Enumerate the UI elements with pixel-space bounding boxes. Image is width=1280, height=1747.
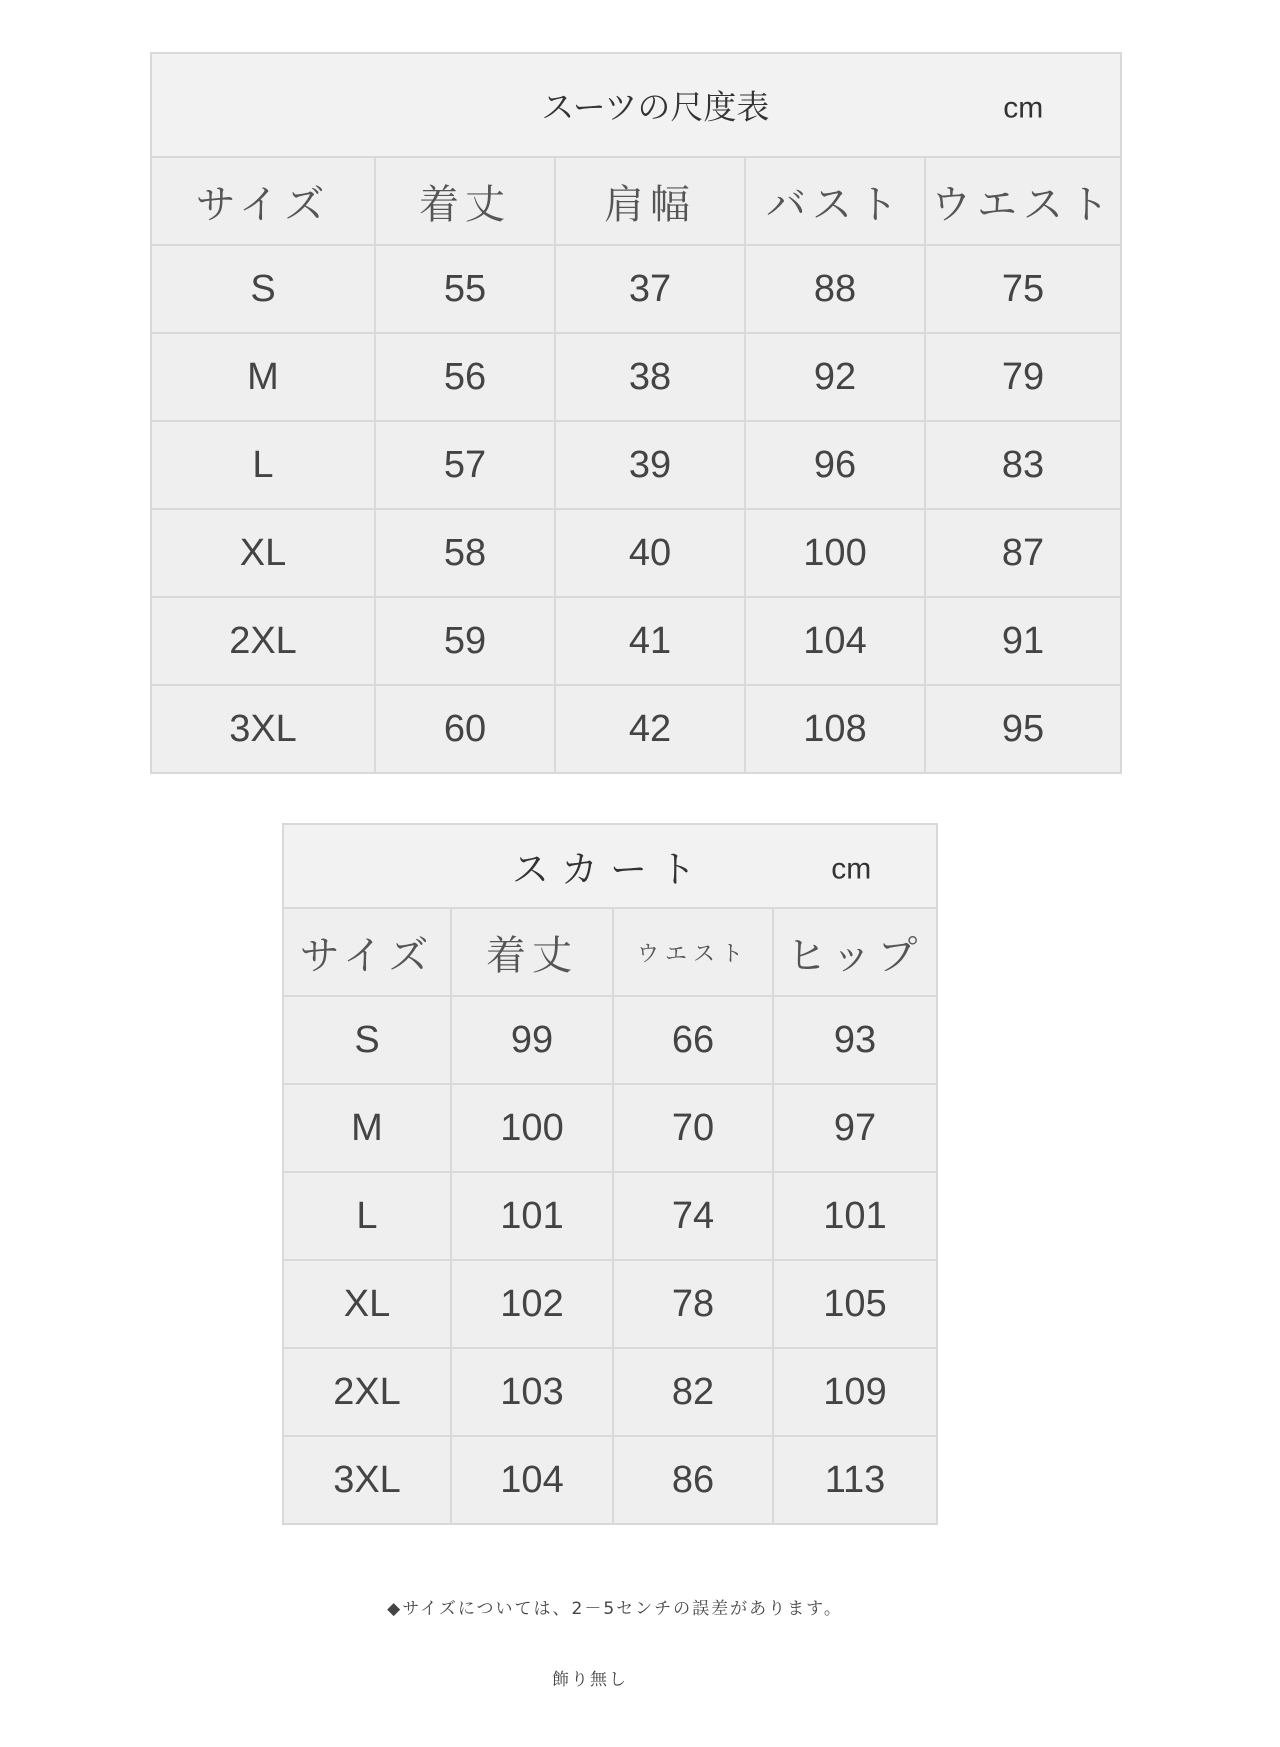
length-cell: 58 [375, 509, 555, 597]
size-cell: 3XL [283, 1436, 451, 1524]
table-row [283, 1084, 937, 1172]
waist-cell: 82 [613, 1348, 773, 1436]
length-cell: 56 [375, 333, 555, 421]
waist-cell: 78 [613, 1260, 773, 1348]
table-row [151, 421, 1121, 509]
size-cell: L [151, 421, 375, 509]
no-decoration-note: 飾り無し [552, 1670, 628, 1690]
length-cell: 102 [451, 1260, 613, 1348]
table-row [283, 1436, 937, 1524]
column-header-size: サイズ [283, 908, 451, 996]
size-cell: 3XL [151, 685, 375, 773]
column-header-bust: バスト [745, 157, 925, 245]
skirt-table-title: スカート [512, 848, 708, 891]
skirt-table-unit: cm [831, 852, 872, 886]
skirt-table-title-row [283, 824, 937, 908]
size-cell: L [283, 1172, 451, 1260]
table-row [283, 1172, 937, 1260]
table-row [151, 685, 1121, 773]
suit-table-title-cell [151, 53, 1121, 157]
skirt-size-table [282, 823, 938, 1525]
length-cell: 104 [451, 1436, 613, 1524]
hip-cell: 101 [773, 1172, 937, 1260]
column-header-waist: ウエスト [925, 157, 1121, 245]
hip-cell: 97 [773, 1084, 937, 1172]
shoulder-cell: 41 [555, 597, 745, 685]
waist-cell: 74 [613, 1172, 773, 1260]
waist-cell: 83 [925, 421, 1121, 509]
waist-cell: 70 [613, 1084, 773, 1172]
column-header-size: サイズ [151, 157, 375, 245]
suit-table-unit: cm [1003, 91, 1044, 125]
length-cell: 57 [375, 421, 555, 509]
length-cell: 60 [375, 685, 555, 773]
column-header-hip: ヒップ [773, 908, 937, 996]
column-header-shoulder: 肩幅 [555, 157, 745, 245]
waist-cell: 66 [613, 996, 773, 1084]
shoulder-cell: 38 [555, 333, 745, 421]
table-row [151, 509, 1121, 597]
waist-cell: 91 [925, 597, 1121, 685]
length-cell: 99 [451, 996, 613, 1084]
bust-cell: 92 [745, 333, 925, 421]
table-row [283, 996, 937, 1084]
bust-cell: 108 [745, 685, 925, 773]
size-cell: M [151, 333, 375, 421]
column-header-length: 着丈 [375, 157, 555, 245]
hip-cell: 93 [773, 996, 937, 1084]
size-cell: S [151, 245, 375, 333]
bust-cell: 100 [745, 509, 925, 597]
size-cell: XL [283, 1260, 451, 1348]
column-header-length: 着丈 [451, 908, 613, 996]
waist-cell: 79 [925, 333, 1121, 421]
table-row [283, 1348, 937, 1436]
suit-table-title-row [151, 53, 1121, 157]
table-row [151, 333, 1121, 421]
bust-cell: 104 [745, 597, 925, 685]
size-cell: 2XL [283, 1348, 451, 1436]
suit-table-title: スーツの尺度表 [541, 87, 770, 127]
length-cell: 59 [375, 597, 555, 685]
skirt-table-header-row [283, 908, 937, 996]
length-cell: 55 [375, 245, 555, 333]
skirt-table-title-cell [283, 824, 937, 908]
waist-cell: 87 [925, 509, 1121, 597]
shoulder-cell: 37 [555, 245, 745, 333]
size-cell: 2XL [151, 597, 375, 685]
hip-cell: 105 [773, 1260, 937, 1348]
shoulder-cell: 42 [555, 685, 745, 773]
column-header-waist: ウエスト [613, 908, 773, 996]
length-cell: 103 [451, 1348, 613, 1436]
size-cell: S [283, 996, 451, 1084]
length-cell: 101 [451, 1172, 613, 1260]
size-cell: XL [151, 509, 375, 597]
measurement-tolerance-note: ◆サイズについては、2－5センチの誤差があります。 [387, 1599, 843, 1619]
hip-cell: 109 [773, 1348, 937, 1436]
shoulder-cell: 39 [555, 421, 745, 509]
length-cell: 100 [451, 1084, 613, 1172]
table-row [283, 1260, 937, 1348]
waist-cell: 86 [613, 1436, 773, 1524]
table-row [151, 597, 1121, 685]
waist-cell: 95 [925, 685, 1121, 773]
size-cell: M [283, 1084, 451, 1172]
table-row [151, 245, 1121, 333]
suit-size-table [150, 52, 1122, 774]
hip-cell: 113 [773, 1436, 937, 1524]
waist-cell: 75 [925, 245, 1121, 333]
bust-cell: 88 [745, 245, 925, 333]
suit-table-header-row [151, 157, 1121, 245]
bust-cell: 96 [745, 421, 925, 509]
shoulder-cell: 40 [555, 509, 745, 597]
